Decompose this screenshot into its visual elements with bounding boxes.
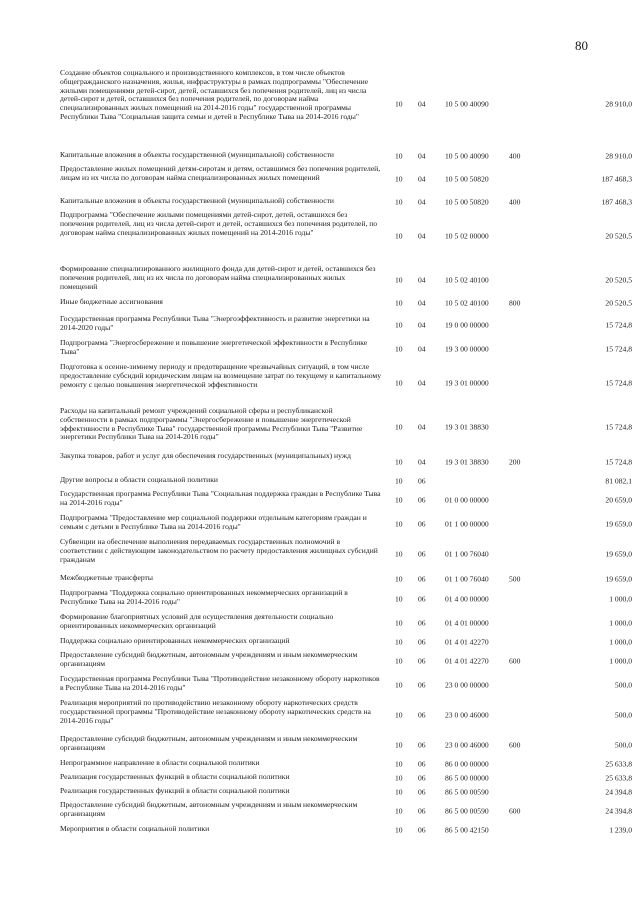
cell-pr: 04	[418, 298, 426, 308]
cell-csr: 01 1 00 00000	[445, 519, 489, 529]
cell-pr: 06	[418, 759, 426, 769]
cell-csr: 10 5 00 50820	[445, 174, 489, 184]
cell-pr: 06	[418, 574, 426, 584]
cell-rz: 10	[395, 773, 403, 783]
cell-pr: 06	[418, 618, 426, 628]
table-row	[60, 574, 632, 586]
cell-desc: Субвенции на обеспечение выполнения передаваемых государственных полномочий в соответствии с действующим законодательством по расчету предоставления жилищных субсидий гражданам	[60, 537, 378, 564]
cell-vr: 400	[509, 197, 521, 207]
cell-rz: 10	[395, 99, 403, 109]
cell-sum: 20 520,5	[605, 275, 632, 285]
cell-csr: 19 3 00 00000	[445, 344, 489, 354]
cell-sum: 24 394,8	[605, 787, 632, 797]
cell-rz: 10	[395, 759, 403, 769]
cell-rz: 10	[395, 378, 403, 388]
cell-desc: Межбюджетные трансферты	[60, 573, 153, 582]
table-row	[60, 476, 632, 488]
table-row	[60, 589, 632, 611]
cell-rz: 10	[395, 151, 403, 161]
table-row	[60, 298, 632, 310]
cell-vr: 600	[509, 740, 521, 750]
cell-csr: 01 1 00 76040	[445, 549, 489, 559]
table-row	[60, 651, 632, 673]
cell-pr: 06	[418, 806, 426, 816]
cell-vr: 200	[509, 457, 521, 467]
cell-pr: 06	[418, 787, 426, 797]
cell-vr: 800	[509, 298, 521, 308]
cell-pr: 06	[418, 740, 426, 750]
cell-sum: 1 000,0	[609, 594, 632, 604]
cell-pr: 04	[418, 422, 426, 432]
cell-sum: 15 724,8	[605, 422, 632, 432]
cell-sum: 20 520,5	[605, 298, 632, 308]
cell-desc: Создание объектов социального и производственного комплексов, в том числе объектов общегражданского назначения, жилья, инфраструктуры в рамках подпрограммы "Обеспечение жилыми помещениями детей-сирот, детей, оставшихся без попечения родителей, лиц из числа детей-сирот и детей, оставшихся без попечения родителей, по договорам найма специализированных жилых помещений на 2014-2016 годы" государственной программы Республики Тыва "Социальная защита семьи и детей в Республике Тыва на 2014-2016 годы"	[60, 68, 369, 121]
cell-sum: 28 910,0	[605, 99, 632, 109]
cell-rz: 10	[395, 476, 403, 486]
cell-csr: 01 4 01 42270	[445, 637, 489, 647]
cell-pr: 06	[418, 656, 426, 666]
cell-rz: 10	[395, 298, 403, 308]
cell-sum: 500,0	[614, 740, 632, 750]
cell-desc: Реализация мероприятий по противодействию незаконному обороту наркотических средств государственной программы "Противодействие незаконному обороту наркотических средств на 2014-2016 годы"	[60, 698, 371, 725]
table-row	[60, 452, 632, 474]
cell-csr: 01 0 00 00000	[445, 495, 489, 505]
table-row	[60, 197, 632, 209]
table-row	[60, 165, 632, 195]
cell-pr: 04	[418, 151, 426, 161]
page-number: 80	[575, 38, 588, 53]
cell-desc: Подпрограмма "Поддержка социально ориентированных некоммерческих организаций в Республике Тыва на 2014-2016 годы"	[60, 588, 348, 606]
cell-rz: 10	[395, 806, 403, 816]
cell-sum: 19 659,0	[605, 519, 632, 529]
cell-rz: 10	[395, 422, 403, 432]
cell-sum: 81 082,1	[605, 476, 632, 486]
cell-csr: 86 5 00 00590	[445, 806, 489, 816]
cell-csr: 23 0 00 00000	[445, 680, 489, 690]
cell-rz: 10	[395, 231, 403, 241]
cell-desc: Предоставление субсидий бюджетным, автономным учреждениям и иным некоммерческим организациям	[60, 800, 358, 818]
cell-csr: 23 0 00 46000	[445, 710, 489, 720]
table-row	[60, 490, 632, 512]
cell-sum: 500,0	[614, 680, 632, 690]
table-row	[60, 759, 632, 771]
cell-desc: Предоставление субсидий бюджетным, автономным учреждениям и иным некоммерческим организациям	[60, 650, 358, 668]
cell-rz: 10	[395, 174, 403, 184]
cell-csr: 19 3 01 38830	[445, 422, 489, 432]
cell-desc: Поддержка социально ориентированных некоммерческих организаций	[60, 636, 290, 645]
cell-sum: 24 394,8	[605, 806, 632, 816]
cell-rz: 10	[395, 344, 403, 354]
cell-pr: 04	[418, 231, 426, 241]
cell-desc: Реализация государственных функций в области социальной политики	[60, 786, 290, 795]
table-row	[60, 69, 632, 141]
cell-pr: 04	[418, 320, 426, 330]
cell-rz: 10	[395, 740, 403, 750]
table-row	[60, 339, 632, 361]
cell-pr: 04	[418, 174, 426, 184]
cell-desc: Подготовка к осенне-зимнему периоду и предотвращение чрезвычайных ситуаций, в том числе предоставление субсидий юридическим лицам на возмещение затрат по текущему и капитальному ремонту с целью повышения энергетической эффективности	[60, 362, 382, 389]
cell-pr: 04	[418, 99, 426, 109]
cell-pr: 06	[418, 680, 426, 690]
cell-sum: 19 659,0	[605, 549, 632, 559]
cell-vr: 400	[509, 151, 521, 161]
cell-csr: 19 3 01 00000	[445, 378, 489, 388]
table-row	[60, 825, 632, 837]
table-row	[60, 315, 632, 337]
cell-sum: 1 000,0	[609, 618, 632, 628]
table-row	[60, 407, 632, 449]
cell-pr: 06	[418, 476, 426, 486]
cell-rz: 10	[395, 825, 403, 835]
table-row	[60, 151, 632, 163]
cell-rz: 10	[395, 680, 403, 690]
table-row	[60, 787, 632, 799]
cell-rz: 10	[395, 574, 403, 584]
cell-desc: Государственная программа Республики Тыва "Социальная поддержка граждан в Республике Тыва на 2014-2016 годы"	[60, 489, 381, 507]
cell-rz: 10	[395, 549, 403, 559]
cell-csr: 86 5 00 00000	[445, 773, 489, 783]
cell-desc: Государственная программа Республики Тыва "Энергоэффективность и развитие энергетики на 2014-2020 годы"	[60, 314, 370, 332]
table-row	[60, 675, 632, 697]
cell-csr: 10 5 02 00000	[445, 231, 489, 241]
cell-sum: 187 468,3	[601, 174, 632, 184]
cell-desc: Подпрограмма "Предоставление мер социальной поддержки отдельным категориям граждан и семьям с детьми в Республике Тыва на 2014-2016 годы"	[60, 513, 367, 531]
cell-sum: 15 724,8	[605, 344, 632, 354]
cell-sum: 187 468,3	[601, 197, 632, 207]
cell-sum: 20 520,5	[605, 231, 632, 241]
cell-csr: 86 0 00 00000	[445, 759, 489, 769]
cell-pr: 04	[418, 378, 426, 388]
cell-rz: 10	[395, 495, 403, 505]
cell-desc: Другие вопросы в области социальной политики	[60, 475, 218, 484]
cell-desc: Государственная программа Республики Тыва "Противодействие незаконному обороту наркотиков в Республике Тыва на 2014-2016 годы"	[60, 674, 380, 692]
cell-sum: 15 724,8	[605, 320, 632, 330]
cell-sum: 20 659,0	[605, 495, 632, 505]
table-row	[60, 211, 632, 263]
table-row	[60, 773, 632, 785]
cell-rz: 10	[395, 637, 403, 647]
cell-desc: Предоставление субсидий бюджетным, автономным учреждениям и иным некоммерческим организациям	[60, 734, 358, 752]
cell-pr: 06	[418, 519, 426, 529]
cell-desc: Подпрограмма "Энергосбережение и повышение энергетической эффективности в Республике Тыва"	[60, 338, 368, 356]
cell-desc: Формирование благоприятных условий для осуществления деятельности социально ориентированных некоммерческих организаций	[60, 612, 334, 630]
cell-csr: 10 5 00 50820	[445, 197, 489, 207]
table-row	[60, 735, 632, 757]
cell-sum: 1 000,0	[609, 656, 632, 666]
cell-csr: 01 4 01 42270	[445, 656, 489, 666]
cell-pr: 06	[418, 637, 426, 647]
table-row	[60, 613, 632, 635]
cell-pr: 04	[418, 275, 426, 285]
cell-desc: Капитальные вложения в объекты государственной (муниципальной) собственности	[60, 150, 334, 159]
table-row	[60, 538, 632, 572]
cell-pr: 06	[418, 825, 426, 835]
cell-csr: 19 0 00 00000	[445, 320, 489, 330]
cell-desc: Капитальные вложения в объекты государственной (муниципальной) собственности	[60, 196, 334, 205]
cell-sum: 1 000,0	[609, 637, 632, 647]
cell-desc: Подпрограмма "Обеспечение жилыми помещениями детей-сирот, детей, оставшихся без попечения родителей, лиц из числа детей-сирот и детей, оставшихся без попечения родителей, по договорам найма специализированных жилых помещений на 2014-2016 годы"	[60, 210, 378, 237]
cell-rz: 10	[395, 656, 403, 666]
table-row	[60, 801, 632, 823]
cell-rz: 10	[395, 197, 403, 207]
table-row	[60, 265, 632, 297]
cell-csr: 10 5 00 40090	[445, 99, 489, 109]
cell-rz: 10	[395, 618, 403, 628]
cell-csr: 10 5 02 40100	[445, 275, 489, 285]
cell-rz: 10	[395, 320, 403, 330]
cell-csr: 01 4 01 00000	[445, 618, 489, 628]
cell-sum: 28 910,0	[605, 151, 632, 161]
cell-rz: 10	[395, 457, 403, 467]
cell-sum: 15 724,8	[605, 378, 632, 388]
cell-pr: 04	[418, 197, 426, 207]
cell-csr: 10 5 00 40090	[445, 151, 489, 161]
cell-csr: 01 1 00 76040	[445, 574, 489, 584]
cell-sum: 1 239,0	[609, 825, 632, 835]
table-row	[60, 699, 632, 733]
cell-pr: 06	[418, 594, 426, 604]
cell-pr: 06	[418, 773, 426, 783]
cell-pr: 04	[418, 344, 426, 354]
cell-vr: 600	[509, 806, 521, 816]
cell-rz: 10	[395, 594, 403, 604]
cell-vr: 500	[509, 574, 521, 584]
cell-rz: 10	[395, 710, 403, 720]
cell-desc: Реализация государственных функций в области социальной политики	[60, 772, 290, 781]
cell-pr: 06	[418, 549, 426, 559]
table-row	[60, 514, 632, 536]
cell-desc: Формирование специализированного жилищного фонда для детей-сирот и детей, оставшихся без попечения родителей, лиц из их числа по договорам найма специализированных жилых помещений	[60, 264, 376, 291]
cell-desc: Расходы на капитальный ремонт учреждений социальной сферы и республиканской собственности в рамках подпрограммы "Энергосбережение и повышение энергетической эффективности в Республике Тыва" государственной программы Республики Тыва "Развитие энергетики Республики Тыва на 2014-2016 годы"	[60, 406, 363, 442]
cell-desc: Мероприятия в области социальной политики	[60, 824, 210, 833]
cell-csr: 10 5 02 40100	[445, 298, 489, 308]
cell-csr: 86 5 00 42150	[445, 825, 489, 835]
cell-desc: Иные бюджетные ассигнования	[60, 297, 163, 306]
cell-pr: 06	[418, 495, 426, 505]
cell-csr: 19 3 01 38830	[445, 457, 489, 467]
cell-rz: 10	[395, 275, 403, 285]
cell-sum: 500,0	[614, 710, 632, 720]
table-row	[60, 363, 632, 405]
cell-rz: 10	[395, 519, 403, 529]
cell-desc: Закупка товаров, работ и услуг для обеспечения государственных (муниципальных) нужд	[60, 451, 351, 460]
cell-pr: 04	[418, 457, 426, 467]
cell-desc: Предоставление жилых помещений детям-сиротам и детям, оставшимся без попечения родителей, лицам из их числа по договорам найма специализированных жилых помещений	[60, 164, 381, 182]
cell-csr: 23 0 00 46000	[445, 740, 489, 750]
cell-sum: 19 659,0	[605, 574, 632, 584]
cell-csr: 01 4 00 00000	[445, 594, 489, 604]
cell-desc: Непрограммное направление в области социальной политики	[60, 758, 260, 767]
cell-csr: 86 5 00 00590	[445, 787, 489, 797]
cell-vr: 600	[509, 656, 521, 666]
table-row	[60, 637, 632, 649]
cell-pr: 06	[418, 710, 426, 720]
cell-sum: 25 633,8	[605, 759, 632, 769]
cell-rz: 10	[395, 787, 403, 797]
cell-sum: 15 724,8	[605, 457, 632, 467]
cell-sum: 25 633,8	[605, 773, 632, 783]
